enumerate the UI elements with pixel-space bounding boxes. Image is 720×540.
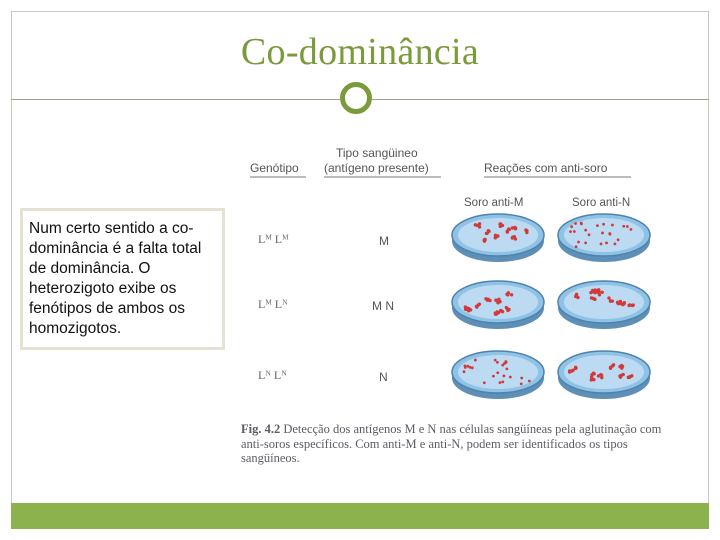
antigen-row-3: N [379,370,388,384]
body-text: Num certo sentido a co-dominância é a falta total de dominância. O heterozigoto exibe os fenótipos de ambos os homozigotos. [29,220,202,337]
label-serum-anti-m: Soro anti-M [464,197,524,209]
petri-dish-row2-anti-m [452,281,544,329]
petri-dishes [452,214,650,399]
genotype-row-3: Lᴺ Lᴺ [258,368,287,382]
header-genotype: Genótipo [250,161,299,175]
antigen-row-1: M [379,234,389,248]
bottom-accent-bar [11,503,709,529]
title-ring-ornament [340,82,372,114]
title-rule-left [11,99,340,100]
body-text-box [20,208,225,350]
petri-dish-row1-anti-m [452,214,544,262]
figure-diagram [236,132,666,422]
title-rule-right [372,99,709,100]
antigen-row-2: M N [372,299,394,313]
figure-4-2 [236,132,666,472]
figure-caption [241,422,671,466]
genotype-row-1: Lᴹ Lᴹ [258,232,289,246]
genotype-row-2: Lᴹ Lᴺ [258,297,288,311]
header-blood-type: Tipo sangüineo [336,146,418,160]
header-antigen: (antígeno presente) [324,161,429,175]
petri-dish-row2-anti-n [558,281,650,329]
petri-dish-row3-anti-n [558,351,650,399]
header-reactions: Reações com anti-soro [484,161,608,175]
label-serum-anti-n: Soro anti-N [572,197,631,209]
petri-dish-row3-anti-m [452,351,544,399]
slide-title: Co-dominância [240,31,480,73]
petri-dish-row1-anti-n [558,214,650,262]
figure-caption-text: Detecção dos antígenos M e N nas células sangüíneas pela aglutinação com anti-soros específicos. Com anti-M e anti-N, podem ser identificados os tipos sangüíneos. [241,422,662,465]
figure-caption-label: Fig. 4.2 [241,422,281,436]
